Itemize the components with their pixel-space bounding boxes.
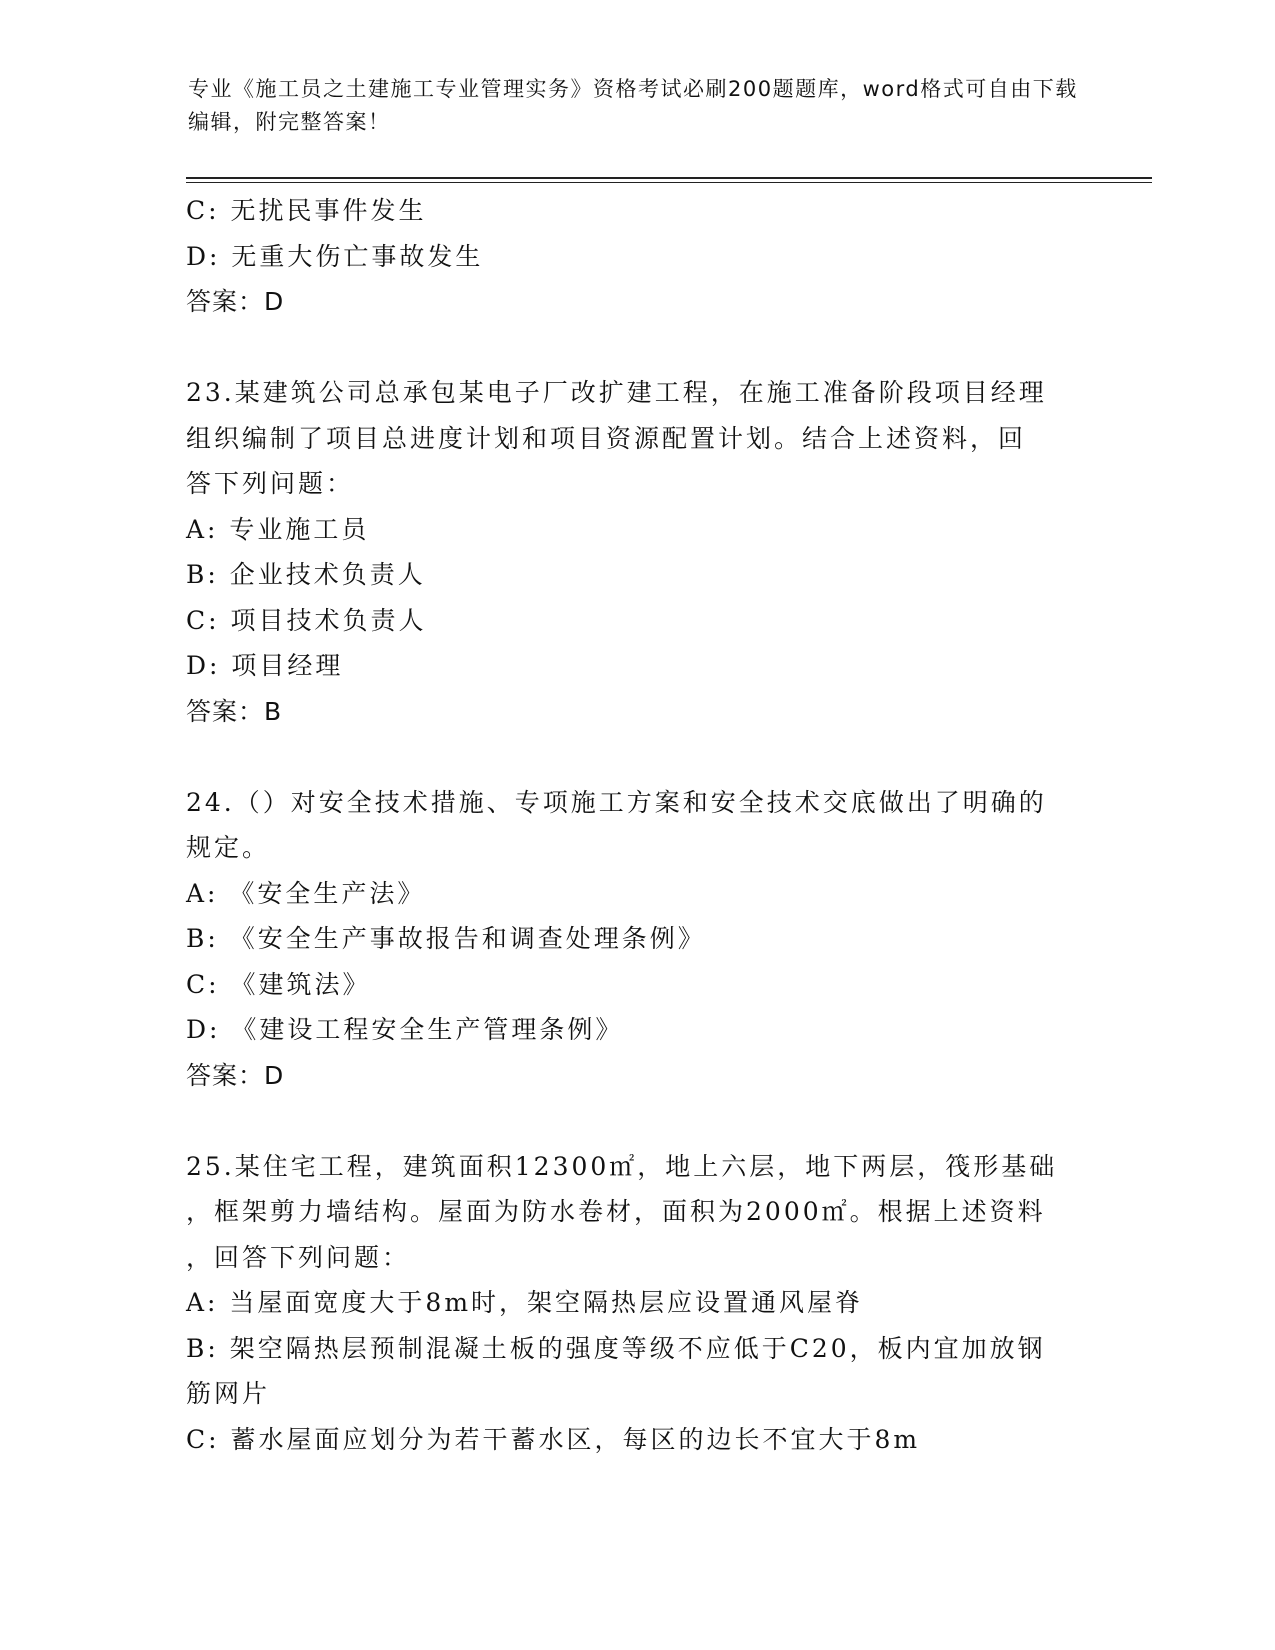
option-d: D: 项目经理 (186, 651, 344, 680)
question-stem-line: 规定。 (186, 833, 271, 862)
document-header: 专业《施工员之土建施工专业管理实务》资格考试必刷200题题库，word格式可自由下载编辑，附完整答案！ (188, 77, 1078, 134)
question-stem-line: ，回答下列问题： (186, 1242, 411, 1272)
option-c: C: 蓄水屋面应划分为若干蓄水区，每区的边长不宜大于8m (186, 1424, 921, 1454)
question-stem-line: 25.某住宅工程，建筑面积12300㎡，地上六层，地下两层，筏形基础 (186, 1151, 1058, 1181)
question-23 (186, 370, 1086, 734)
question-stem-line: 组织编制了项目总进度计划和项目资源配置计划。结合上述资料，回 (186, 423, 1027, 453)
option-b: B: 《安全生产事故报告和调查处理条例》 (186, 924, 706, 953)
spacer (186, 734, 1086, 780)
option-b: B: 架空隔热层预制混凝土板的强度等级不应低于C20，板内宜加放钢 (186, 1333, 1046, 1363)
option-a: A: 当屋面宽度大于8m时，架空隔热层应设置通风屋脊 (186, 1288, 864, 1317)
option-d: D: 无重大伤亡事故发生 (186, 241, 484, 271)
question-content (186, 188, 1086, 1462)
option-d: D: 《建设工程安全生产管理条例》 (186, 1015, 624, 1044)
option-a: A: 《安全生产法》 (186, 878, 426, 908)
question-25 (186, 1144, 1086, 1463)
question-stem-line: 24.（）对安全技术措施、专项施工方案和安全技术交底做出了明确的 (186, 787, 1047, 817)
question-stem-line: 答下列问题： (186, 469, 355, 498)
option-c: C: 无扰民事件发生 (186, 196, 427, 225)
header-divider (186, 177, 1152, 183)
answer-label: 答案：D (186, 1060, 285, 1090)
question-stem-line: 23.某建筑公司总承包某电子厂改扩建工程，在施工准备阶段项目经理 (186, 378, 1047, 407)
question-22-tail (186, 188, 1086, 325)
spacer (186, 325, 1086, 371)
question-24 (186, 780, 1086, 1099)
option-c: C: 项目技术负责人 (186, 605, 427, 635)
answer-label: 答案：D (186, 287, 285, 316)
option-c: C: 《建筑法》 (186, 969, 371, 999)
option-a: A: 专业施工员 (186, 514, 370, 544)
option-b: B: 企业技术负责人 (186, 560, 426, 589)
question-stem-line: ，框架剪力墙结构。屋面为防水卷材，面积为2000㎡。根据上述资料 (186, 1197, 1046, 1226)
spacer (186, 1098, 1086, 1144)
answer-label: 答案：B (186, 696, 283, 726)
option-b-continued: 筋网片 (186, 1379, 271, 1408)
